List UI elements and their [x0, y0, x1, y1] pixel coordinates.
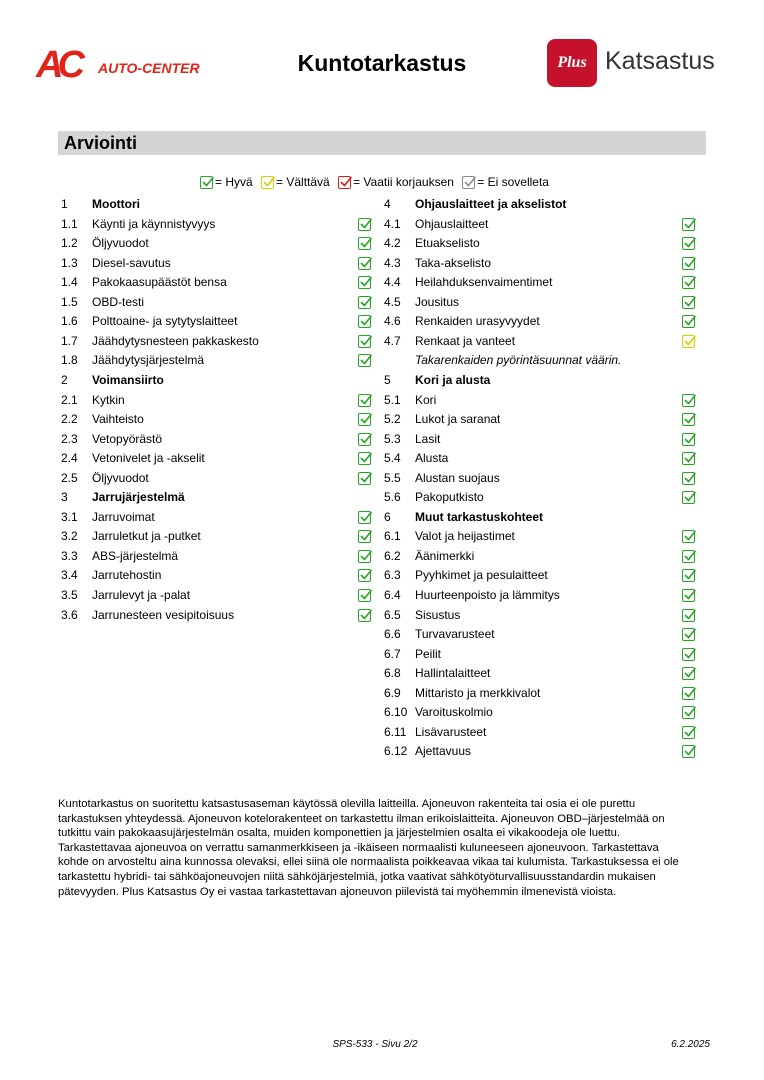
right-item-row: [384, 234, 696, 253]
right-item-row: [384, 742, 696, 761]
right-item-row: [384, 586, 696, 605]
item-label: Taka-akselisto: [415, 255, 492, 270]
right-category-row: [384, 371, 696, 390]
check-icon-good: [682, 726, 695, 739]
item-label: Käynti ja käynnistyvyys: [92, 216, 216, 231]
item-label: Sisustus: [415, 607, 461, 622]
item-label: Kytkin: [92, 392, 125, 407]
check-icon-good: [682, 687, 695, 700]
item-number: 1.5: [61, 294, 78, 309]
item-number: 3.5: [61, 588, 78, 602]
check-icon-na: [462, 176, 475, 189]
item-number: 2.5: [61, 470, 78, 485]
item-label: Peilit: [415, 646, 442, 661]
remark-text: Takarenkaiden pyörintäsuunnat väärin.: [415, 353, 622, 368]
item-number: 3.3: [61, 548, 78, 563]
check-icon-good: [358, 354, 371, 367]
left-category-row: [61, 195, 372, 214]
check-icon-good: [358, 530, 371, 543]
item-label: Heilahduksenvaimentimet: [415, 275, 553, 290]
item-label: Alusta: [415, 451, 449, 466]
item-label: Pakoputkisto: [415, 490, 484, 505]
category-title: Voimansiirto: [92, 372, 164, 387]
check-icon-good: [682, 491, 695, 504]
item-number: 1.8: [61, 353, 78, 368]
item-label: Ajettavuus: [415, 744, 472, 759]
disclaimer-line: Tarkastettavaa ajoneuvoa on verrattu samanmerkkiseen ja -ikäiseen normaalisti kuluneeseen ajoneuvoon. Tarkastettava: [58, 841, 659, 854]
right-item-row: [384, 606, 696, 625]
item-label: Etuakselisto: [415, 236, 480, 251]
check-icon-good: [682, 609, 695, 622]
right-item-row: [384, 410, 696, 429]
document-title: Kuntotarkastus: [297, 50, 467, 76]
item-number: 5.5: [384, 470, 401, 485]
auto-center-logo-mark: AC: [36, 44, 79, 86]
disclaimer-line: tarkastuksen yhteydessä. Ajoneuvon kotelorakenteet on tarkastettu ilman erikoislaitteita. Ajoneuvon OBD–järjestelmää on: [58, 812, 665, 825]
item-number: 5.6: [384, 490, 401, 505]
left-item-row: [61, 410, 372, 429]
check-icon-good: [682, 745, 695, 758]
item-number: 6: [384, 509, 391, 524]
right-item-row: [384, 430, 696, 449]
right-item-row: [384, 664, 696, 683]
disclaimer-line: kohde on arvosteltu aina kunnossa olevaksi, ellei siinä ole normaalista poikkeavaa vikaa tai kulumista. Tarkastuksessa ei ole: [58, 856, 679, 869]
item-number: 1.2: [61, 236, 78, 251]
legend-na: [462, 175, 549, 189]
check-icon-good: [682, 276, 695, 289]
check-icon-good: [358, 335, 371, 348]
item-label: Polttoaine- ja sytytyslaitteet: [92, 314, 238, 329]
item-number: 5.1: [384, 392, 401, 407]
left-category-row: [61, 371, 372, 390]
legend-repair-label: = Vaatii korjauksen: [353, 175, 454, 189]
right-item-row: [384, 488, 696, 507]
check-icon-good: [682, 569, 695, 582]
item-label: Vaihteisto: [92, 412, 144, 427]
right-item-row: [384, 332, 696, 351]
item-number: 6.1: [384, 529, 401, 544]
item-number: 4.6: [384, 314, 401, 329]
item-number: 6.2: [384, 548, 401, 563]
item-number: 6.7: [384, 646, 401, 661]
right-item-row: [384, 684, 696, 703]
right-item-row: [384, 254, 696, 273]
item-number: 2.4: [61, 451, 78, 466]
check-icon-good: [358, 550, 371, 563]
right-item-row: [384, 469, 696, 488]
category-title: Jarrujärjestelmä: [92, 490, 185, 505]
legend-good: [200, 175, 253, 189]
check-icon-good: [358, 511, 371, 524]
right-item-row: [384, 273, 696, 292]
item-number: 4.1: [384, 216, 401, 231]
left-item-row: [61, 215, 372, 234]
right-item-row: [384, 527, 696, 546]
disclaimer-text: [58, 797, 708, 899]
check-icon-good: [358, 218, 371, 231]
item-number: 4.3: [384, 255, 401, 270]
right-item-row: [384, 547, 696, 566]
item-label: Öljyvuodot: [92, 236, 149, 251]
item-label: Lisävarusteet: [415, 724, 487, 739]
check-icon-good: [682, 628, 695, 641]
disclaimer-line: tarkastettu hybridi- tai sähköajoneuvojen niitä sähköjärjestelmiä, jotka vaativat sähkötyöturvallisuusstandardin mukaisen: [58, 870, 656, 883]
item-label: Varoituskolmio: [415, 705, 493, 720]
item-label: Jarruletkut ja -putket: [92, 529, 201, 544]
item-number: 2.3: [61, 431, 78, 446]
item-number: 4.2: [384, 236, 401, 251]
item-number: 5: [384, 372, 391, 387]
check-icon-good: [358, 315, 371, 328]
item-number: 4.4: [384, 275, 401, 290]
item-number: 1.4: [61, 275, 78, 290]
katsastus-wordmark: Katsastus: [605, 47, 715, 75]
check-icon-repair: [338, 176, 351, 189]
item-label: Kori: [415, 392, 437, 407]
item-number: 6.12: [384, 744, 408, 759]
right-checklist: [384, 195, 698, 765]
check-icon-good: [200, 176, 213, 189]
right-item-row: [384, 215, 696, 234]
item-label: Alustan suojaus: [415, 470, 500, 485]
item-label: Valot ja heijastimet: [415, 529, 515, 544]
left-item-row: [61, 469, 372, 488]
section-header: [58, 131, 706, 155]
check-icon-fair: [261, 176, 274, 189]
legend: [200, 175, 580, 192]
left-item-row: [61, 293, 372, 312]
item-number: 3.6: [61, 607, 78, 622]
check-icon-good: [682, 237, 695, 250]
check-icon-good: [358, 257, 371, 270]
right-category-row: [384, 195, 696, 214]
page-reference: SPS-533 - Sivu 2/2: [332, 1039, 418, 1050]
check-icon-good: [358, 237, 371, 250]
item-number: 6.3: [384, 568, 401, 583]
category-title: Kori ja alusta: [415, 372, 491, 387]
legend-fair-label: = Välttävä: [276, 175, 330, 189]
legend-good-label: = Hyvä: [215, 175, 253, 189]
item-label: Vetopyörästö: [92, 431, 163, 446]
check-icon-good: [358, 413, 371, 426]
left-item-row: [61, 234, 372, 253]
item-label: Mittaristo ja merkkivalot: [415, 685, 541, 700]
item-number: 5.2: [384, 412, 401, 427]
right-item-row: [384, 566, 696, 585]
item-label: Jarrutehostin: [92, 568, 162, 583]
item-number: 2.1: [61, 392, 78, 407]
item-label: Diesel-savutus: [92, 255, 171, 270]
left-category-row: [61, 488, 372, 507]
disclaimer-line: pätevyyden. Plus Katsastus Oy ei vastaa tarkastettavan ajoneuvon piilevistä tai myöhemmin ilmenevistä vioista.: [58, 885, 617, 898]
item-number: 6.6: [384, 627, 401, 642]
disclaimer-line: Kuntotarkastus on suoritettu katsastusaseman käytössä olevilla laitteilla. Ajoneuvon rakenteita tai osia ei ole purettu: [58, 798, 636, 810]
item-number: 4.5: [384, 294, 401, 309]
item-number: 1: [61, 197, 68, 211]
right-item-row: [384, 703, 696, 722]
check-icon-good: [682, 257, 695, 270]
legend-fair: [261, 175, 330, 189]
left-checklist: [61, 195, 377, 635]
item-number: 6.11: [384, 724, 407, 739]
check-icon-good: [682, 589, 695, 602]
disclaimer-line: tutkittu vain pakokaasujärjestelmän osalta, muiden komponettien ja järjestelmien osalta ei vikakoodeja ole luettu.: [58, 827, 621, 840]
left-item-row: [61, 273, 372, 292]
item-number: 3.1: [61, 509, 78, 524]
left-item-row: [61, 254, 372, 273]
item-number: 6.8: [384, 666, 401, 681]
auto-center-logo: [36, 46, 226, 86]
check-icon-good: [682, 413, 695, 426]
right-item-row: [384, 645, 696, 664]
item-number: 3: [61, 490, 68, 505]
check-icon-good: [358, 472, 371, 485]
item-label: Ohjauslaitteet: [415, 216, 489, 231]
check-icon-good: [682, 530, 695, 543]
right-note-row: [384, 351, 696, 370]
item-label: Pyyhkimet ja pesulaitteet: [415, 568, 548, 583]
item-label: ABS-järjestelmä: [92, 548, 179, 563]
left-item-row: [61, 391, 372, 410]
left-item-row: [61, 566, 372, 585]
item-number: 1.7: [61, 333, 78, 348]
item-number: 4.7: [384, 333, 401, 348]
item-number: 4: [384, 197, 391, 211]
check-icon-good: [682, 452, 695, 465]
item-number: 2: [61, 372, 68, 387]
item-label: Huurteenpoisto ja lämmitys: [415, 588, 560, 602]
left-item-row: [61, 449, 372, 468]
item-label: OBD-testi: [92, 294, 145, 309]
left-item-row: [61, 547, 372, 566]
item-label: Hallintalaitteet: [415, 666, 491, 681]
item-label: Turvavarusteet: [415, 627, 495, 642]
check-icon-good: [358, 452, 371, 465]
item-number: 5.4: [384, 451, 401, 466]
legend-repair: [338, 175, 454, 189]
right-category-row: [384, 508, 696, 527]
check-icon-good: [682, 648, 695, 661]
section-title: Arviointi: [64, 133, 138, 153]
category-title: Ohjauslaitteet ja akselistot: [415, 197, 567, 211]
item-label: Pakokaasupäästöt bensa: [92, 275, 227, 290]
legend-na-label: = Ei sovelleta: [477, 175, 549, 189]
item-number: 6.9: [384, 685, 401, 700]
item-number: 3.4: [61, 568, 78, 583]
item-label: Jarrulevyt ja -palat: [92, 588, 191, 602]
check-icon-good: [682, 472, 695, 485]
auto-center-logo-text: AUTO-CENTER: [98, 60, 200, 76]
item-label: Renkaiden urasyvyydet: [415, 314, 540, 329]
item-label: Jäähdytysnesteen pakkaskesto: [92, 333, 259, 348]
right-item-row: [384, 391, 696, 410]
left-item-row: [61, 332, 372, 351]
item-number: 1.6: [61, 314, 78, 329]
left-item-row: [61, 312, 372, 331]
left-item-row: [61, 606, 372, 625]
check-icon-good: [358, 433, 371, 446]
right-item-row: [384, 312, 696, 331]
check-icon-good: [682, 550, 695, 563]
item-label: Äänimerkki: [415, 548, 475, 563]
check-icon-good: [682, 218, 695, 231]
item-number: 1.3: [61, 255, 78, 270]
check-icon-good: [358, 609, 371, 622]
item-number: 3.2: [61, 529, 78, 544]
item-number: 5.3: [384, 431, 401, 446]
item-label: Jarruvoimat: [92, 509, 155, 524]
item-number: 6.10: [384, 705, 408, 720]
check-icon-good: [682, 394, 695, 407]
left-item-row: [61, 586, 372, 605]
plus-badge: Plus: [547, 39, 597, 87]
right-item-row: [384, 723, 696, 742]
check-icon-good: [682, 706, 695, 719]
item-label: Renkaat ja vanteet: [415, 333, 516, 348]
check-icon-good: [682, 433, 695, 446]
check-icon-good: [682, 667, 695, 680]
left-item-row: [61, 351, 372, 370]
check-icon-good: [358, 296, 371, 309]
check-icon-good: [358, 394, 371, 407]
left-item-row: [61, 527, 372, 546]
item-label: Jäähdytysjärjestelmä: [92, 353, 205, 368]
check-icon-good: [682, 315, 695, 328]
right-item-row: [384, 449, 696, 468]
item-number: 6.4: [384, 588, 401, 602]
check-icon-fair: [682, 335, 695, 348]
check-icon-good: [358, 276, 371, 289]
item-label: Lasit: [415, 431, 441, 446]
plus-katsastus-logo: [547, 39, 737, 89]
right-item-row: [384, 293, 696, 312]
left-item-row: [61, 508, 372, 527]
right-item-row: [384, 625, 696, 644]
category-title: Moottori: [92, 197, 140, 211]
check-icon-good: [358, 589, 371, 602]
item-number: 2.2: [61, 412, 78, 427]
item-label: Jousitus: [415, 294, 460, 309]
item-label: Vetonivelet ja -akselit: [92, 451, 205, 466]
check-icon-good: [358, 569, 371, 582]
category-title: Muut tarkastuskohteet: [415, 509, 544, 524]
item-label: Lukot ja saranat: [415, 412, 501, 427]
item-label: Jarrunesteen vesipitoisuus: [92, 607, 235, 622]
check-icon-good: [682, 296, 695, 309]
item-number: 6.5: [384, 607, 401, 622]
item-number: 1.1: [61, 216, 78, 231]
left-item-row: [61, 430, 372, 449]
document-date: 6.2.2025: [671, 1039, 710, 1050]
item-label: Öljyvuodot: [92, 470, 149, 485]
